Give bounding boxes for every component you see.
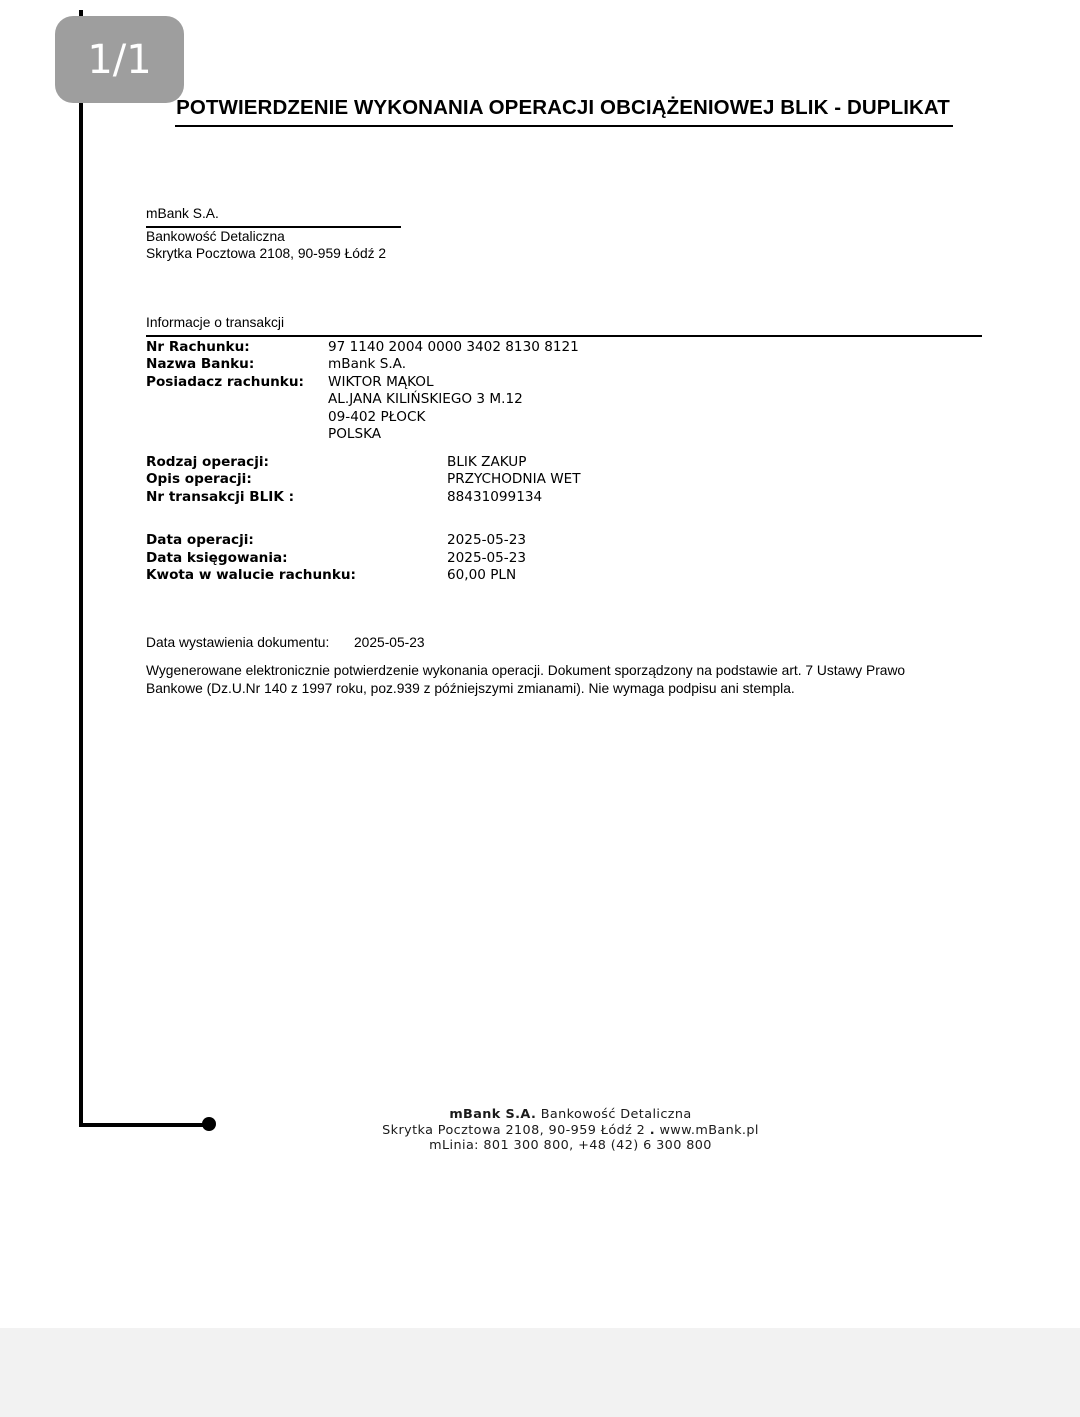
- account-number-label: Nr Rachunku:: [146, 339, 250, 355]
- account-holder-country: POLSKA: [328, 426, 382, 442]
- bank-name-value: mBank S.A.: [328, 356, 407, 372]
- legal-notice-line-1: Wygenerowane elektronicznie potwierdzenie wykonania operacji. Dokument sporządzony na podstawie art. 7 Ustawy Prawo: [146, 663, 906, 678]
- section-divider: [146, 335, 982, 337]
- footer-phone-line: mLinia: 801 300 800, +48 (42) 6 300 800: [429, 1138, 712, 1153]
- issue-date-value: 2025-05-23: [354, 635, 425, 650]
- footer-bank-line: [300, 1107, 841, 1122]
- operation-date-value: 2025-05-23: [447, 532, 527, 548]
- frame-end-dot: [202, 1117, 216, 1131]
- bank-name-label: Nazwa Banku:: [146, 356, 255, 372]
- operation-type-label: Rodzaj operacji:: [146, 454, 269, 470]
- footer-separator: .: [649, 1123, 655, 1138]
- blik-transaction-label: Nr transakcji BLIK :: [146, 489, 295, 505]
- legal-notice-line-2: Bankowe (Dz.U.Nr 140 z 1997 roku, poz.939 z późniejszymi zmianami). Nie wymaga podpisu ani stempla.: [146, 680, 795, 696]
- account-number-value: 97 1140 2004 0000 3402 8130 8121: [328, 339, 579, 355]
- operation-type-value: BLIK ZAKUP: [447, 454, 527, 470]
- footer-division: Bankowość Detaliczna: [540, 1107, 692, 1122]
- legal-notice: [146, 662, 966, 697]
- account-holder-name: WIKTOR MĄKOL: [328, 374, 434, 390]
- page-indicator-badge[interactable]: 1/1: [55, 16, 184, 103]
- operation-description-label: Opis operacji:: [146, 471, 252, 487]
- footer-address: Skrytka Pocztowa 2108, 90-959 Łódź 2: [382, 1123, 646, 1138]
- amount-label: Kwota w walucie rachunku:: [146, 567, 356, 583]
- blik-transaction-value: 88431099134: [447, 489, 543, 505]
- title-underline: [175, 125, 953, 127]
- footer-website-link[interactable]: www.mBank.pl: [659, 1123, 759, 1138]
- footer-address-line: [300, 1123, 841, 1138]
- bank-division: Bankowość Detaliczna: [146, 229, 285, 244]
- issue-date-label: Data wystawienia dokumentu:: [146, 635, 330, 650]
- footer-bank-name: mBank S.A.: [449, 1107, 537, 1122]
- account-holder-street: AL.JANA KILIŃSKIEGO 3 M.12: [328, 391, 523, 407]
- viewer-bottom-bar: [0, 1328, 1080, 1417]
- bank-address: Skrytka Pocztowa 2108, 90-959 Łódź 2: [146, 246, 387, 261]
- account-holder-label: Posiadacz rachunku:: [146, 374, 304, 390]
- account-holder-city: 09-402 PŁOCK: [328, 409, 426, 425]
- operation-date-label: Data operacji:: [146, 532, 254, 548]
- operation-description-value: PRZYCHODNIA WET: [447, 471, 581, 487]
- frame-bottom-line: [79, 1123, 207, 1127]
- booking-date-value: 2025-05-23: [447, 550, 527, 566]
- frame-vertical-line: [79, 10, 83, 1127]
- bank-divider: [146, 226, 401, 228]
- document-title: POTWIERDZENIE WYKONANIA OPERACJI OBCIĄŻENIOWEJ BLIK - DUPLIKAT: [176, 96, 950, 119]
- section-title: Informacje o transakcji: [146, 315, 285, 330]
- booking-date-label: Data księgowania:: [146, 550, 288, 566]
- bank-name: mBank S.A.: [146, 206, 219, 221]
- amount-value: 60,00 PLN: [447, 567, 517, 583]
